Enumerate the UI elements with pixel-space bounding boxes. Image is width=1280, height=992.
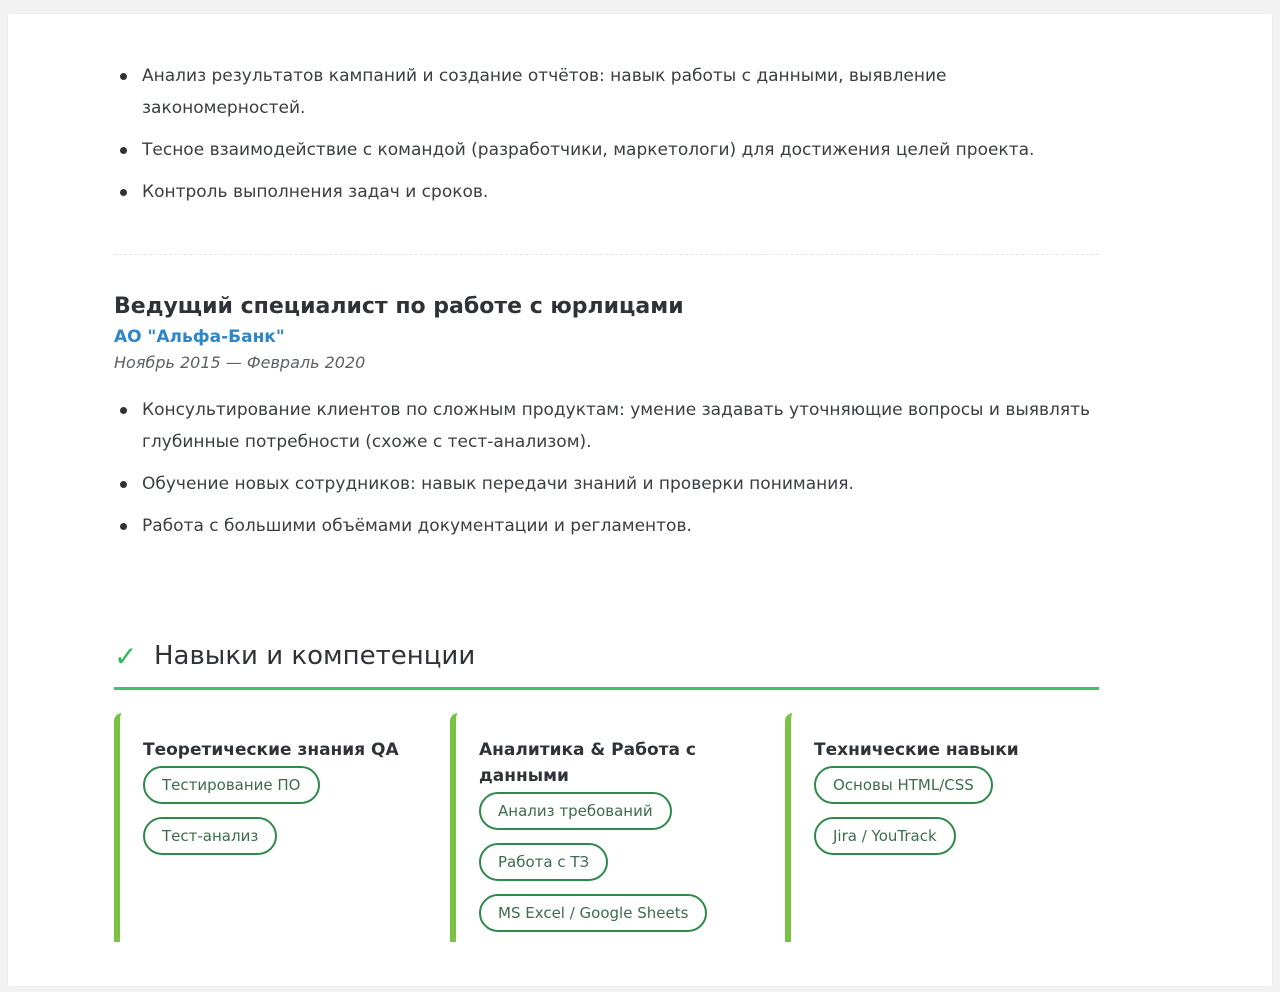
skill-chips xyxy=(479,792,766,932)
list-item: Тесное взаимодействие с командой (разработчики, маркетологи) для достижения целей проекта. xyxy=(114,134,1099,166)
job-title: Ведущий специалист по работе с юрлицами xyxy=(114,294,684,319)
skills-column-title: Технические навыки xyxy=(814,740,1019,760)
skills-column-title: Аналитика & Работа с данными xyxy=(479,740,696,786)
skills-column-title: Теоретические знания QA xyxy=(143,740,399,760)
list-item: Контроль выполнения задач и сроков. xyxy=(114,176,1099,208)
skill-chips xyxy=(814,766,1101,855)
list-item: Анализ результатов кампаний и создание отчётов: навык работы с данными, выявление закономерностей. xyxy=(114,60,1099,124)
skill-chip: Jira / YouTrack xyxy=(814,817,956,855)
skill-chip: Основы HTML/CSS xyxy=(814,766,993,804)
company-name: АО "Альфа-Банк" xyxy=(114,327,285,347)
skill-chip: Тест-анализ xyxy=(143,817,277,855)
checkmark-icon: ✓ xyxy=(114,640,138,673)
job-duties-list xyxy=(114,394,1099,552)
skill-chip: Работа с ТЗ xyxy=(479,843,608,881)
resume-page xyxy=(8,14,1272,986)
job-dates: Ноябрь 2015 — Февраль 2020 xyxy=(114,353,366,372)
skills-column-technical xyxy=(785,713,1101,942)
list-item: Консультирование клиентов по сложным продуктам: умение задавать уточняющие вопросы и выявлять глубинные потребности (схоже с тест-анализом). xyxy=(114,394,1099,458)
previous-job-duties-list xyxy=(114,60,1099,218)
skills-column-analytics xyxy=(450,713,766,942)
list-item: Работа с большими объёмами документации и регламентов. xyxy=(114,510,1099,542)
skill-chip: Тестирование ПО xyxy=(143,766,320,804)
section-title: Навыки и компетенции xyxy=(154,641,476,671)
skill-chips xyxy=(143,766,430,855)
skills-column-qa xyxy=(114,713,430,942)
skill-chip: Анализ требований xyxy=(479,792,672,830)
section-divider xyxy=(114,254,1099,255)
list-item: Обучение новых сотрудников: навык передачи знаний и проверки понимания. xyxy=(114,468,1099,500)
skill-chip: MS Excel / Google Sheets xyxy=(479,894,707,932)
skills-section-header xyxy=(114,637,1099,690)
